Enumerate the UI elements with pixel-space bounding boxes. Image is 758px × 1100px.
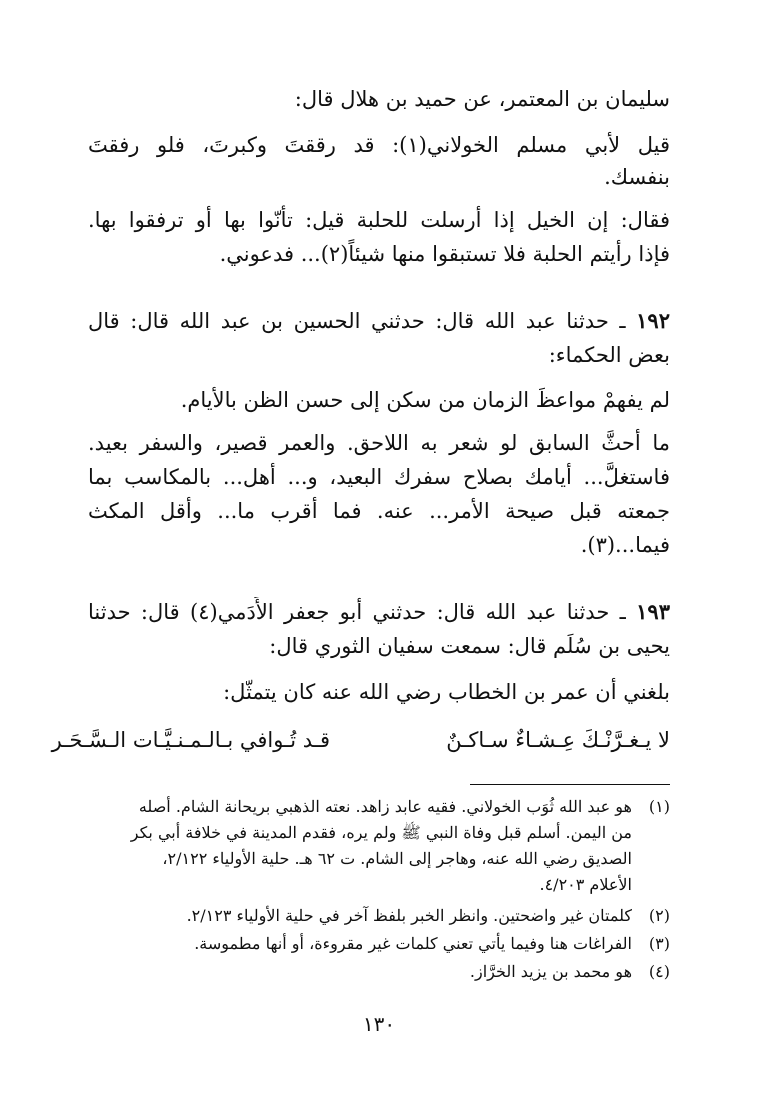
text-line: بلغني أن عمر بن الخطاب رضي الله عنه كان يتمثّل: xyxy=(223,680,670,704)
footnote-text: الصديق رضي الله عنه، وهاجر إلى الشام. ت ٦٢ هـ. حلية الأولياء ٢/١٢٢، xyxy=(162,849,632,868)
text-line: لم يفهمْ مواعظَ الزمان من سكن إلى حسن الظن بالأيام. xyxy=(180,388,670,412)
text-line: سليمان بن المعتمر، عن حميد بن هلال قال: xyxy=(294,87,670,111)
footnote-text: الأعلام ٤/٢٠٣. xyxy=(539,875,632,894)
footnote-number: (٣) xyxy=(648,934,670,953)
text-line: جمعته قبل صيحة الأمر... عنه. فما أقرب ما... وأقل المكث xyxy=(88,499,670,523)
verse-first-hemistich: لا يـغـرَّنْـكَ عِـشـاءٌ سـاكـنٌ xyxy=(446,728,670,752)
text-span: ـ حدثنا عبد الله قال: حدثني الحسين بن عبد الله قال: قال xyxy=(88,309,626,333)
text-line: يحيى بن سُلَم قال: سمعت سفيان الثوري قال: xyxy=(269,634,670,658)
text-line: فيما...(٣). xyxy=(580,533,670,557)
footnote-text: الفراغات هنا وفيما يأتي تعني كلمات غير مقروءة، أو أنها مطموسة. xyxy=(194,934,632,953)
footnote-4 xyxy=(88,960,670,986)
page-number: ١٣٠ xyxy=(362,1012,396,1036)
paragraph-193 xyxy=(88,597,670,629)
text-line: ما أحثَّ السابق لو شعر به اللاحق. والعمر قصير، والسفر بعيد. xyxy=(88,431,670,455)
footnote-separator xyxy=(470,784,670,785)
text-span: ـ حدثنا عبد الله قال: حدثني أبو جعفر الأَدَمي(٤) قال: حدثنا xyxy=(88,600,626,624)
footnote-number: (١) xyxy=(648,797,670,816)
paragraph-number: ١٩٢ xyxy=(636,308,670,333)
poetry-verse xyxy=(51,725,670,757)
footnote-number: (٢) xyxy=(648,906,670,925)
footnote-text: هو محمد بن يزيد الخرَّاز. xyxy=(469,962,632,981)
text-line: فإذا رأيتم الحلبة فلا تستبقوا منها شيئاً(٢)... فدعوني. xyxy=(219,242,670,266)
text-line: فاستغلَّ... أيامك بصلاح سفرك البعيد، و... أهل... بالمكاسب بما xyxy=(88,465,670,489)
verse-second-hemistich: قـد تُـوافي بـالـمـنـيَّـات الـسَّـحَـر xyxy=(51,728,330,752)
footnote-3 xyxy=(88,932,670,958)
text-line: قيل لأبي مسلم الخولاني(١): قد رققتَ وكبرتَ، فلو رفقتَ xyxy=(88,133,670,157)
footnote-text: كلمتان غير واضحتين. وانظر الخبر بلفظ آخر في حلية الأولياء ٢/١٢٣. xyxy=(186,906,632,925)
footnote-text: هو عبد الله ثُوَب الخولاني. فقيه عابد زاهد. نعته الذهبي بريحانة الشام. أصله xyxy=(138,797,632,816)
text-line: بنفسك. xyxy=(604,165,670,189)
footnote-2 xyxy=(88,904,670,930)
paragraph-192 xyxy=(88,306,670,338)
paragraph-number: ١٩٣ xyxy=(636,599,670,624)
text-line: فقال: إن الخيل إذا أرسلت للحلبة قيل: تأنّوا بها أو ترفقوا بها. xyxy=(88,208,670,232)
footnote-1 xyxy=(88,795,670,821)
footnote-text: من اليمن. أسلم قبل وفاة النبي ﷺ ولم يره، فقدم المدينة في خلافة أبي بكر xyxy=(130,823,632,842)
text-line: بعض الحكماء: xyxy=(548,343,670,367)
footnote-number: (٤) xyxy=(648,962,670,981)
